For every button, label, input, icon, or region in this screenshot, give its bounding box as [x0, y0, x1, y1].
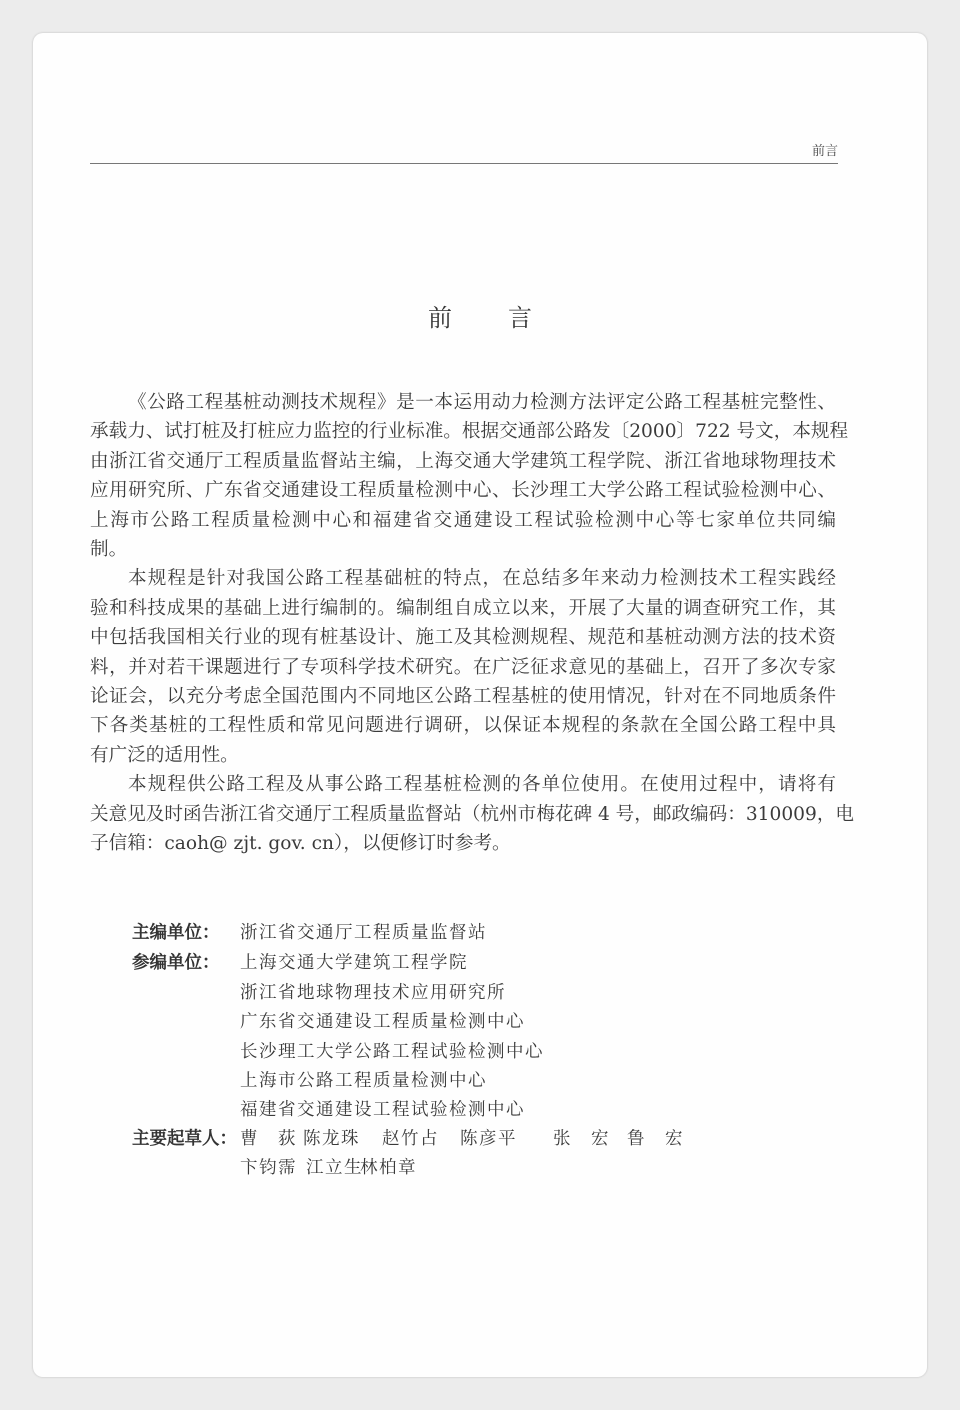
drafters-label: 主要起草人：	[132, 1129, 237, 1149]
paragraph-line: 由浙江省交通厅工程质量监督站主编，上海交通大学建筑工程学院、浙江省地球物理技术	[90, 451, 836, 472]
drafter-name: 陈龙珠	[303, 1129, 360, 1149]
paragraph-line: 制。	[90, 539, 128, 560]
participating-unit: 长沙理工大学公路工程试验检测中心	[240, 1042, 544, 1062]
drafter-name: 张 宏	[553, 1129, 610, 1149]
participating-unit: 上海市公路工程质量检测中心	[240, 1071, 487, 1091]
participating-unit: 上海交通大学建筑工程学院	[240, 953, 468, 973]
paragraph-line: 承载力、试打桩及打桩应力监控的行业标准。根据交通部公路发〔2000〕722 号文，本规程	[90, 421, 849, 442]
paragraph-line: 应用研究所、广东省交通建设工程质量检测中心、长沙理工大学公路工程试验检测中心、	[90, 480, 836, 501]
paragraph-line: 验和科技成果的基础上进行编制的。编制组自成立以来，开展了大量的调查研究工作，其	[90, 598, 836, 619]
paragraph-line: 下各类基桩的工程性质和常见问题进行调研，以保证本规程的条款在全国公路工程中具	[90, 715, 836, 736]
drafter-name: 陈彦平	[460, 1129, 517, 1149]
paragraph-line: 中包括我国相关行业的现有桩基设计、施工及其检测规程、规范和基桩动测方法的技术资	[90, 627, 836, 648]
paragraph-line: 《公路工程基桩动测技术规程》是一本运用动力检测方法评定公路工程基桩完整性、	[128, 392, 836, 413]
paragraph-line: 关意见及时函告浙江省交通厅工程质量监督站（杭州市梅花碑 4 号，邮政编码：310009，电	[90, 804, 855, 825]
paragraph-line: 上海市公路工程质量检测中心和福建省交通建设工程试验检测中心等七家单位共同编	[90, 510, 836, 531]
drafter-name: 卞钧霈	[240, 1158, 297, 1178]
drafter-name: 鲁 宏	[627, 1129, 684, 1149]
paragraph-line: 本规程是针对我国公路工程基础桩的特点，在总结多年来动力检测技术工程实践经	[128, 568, 836, 589]
chief-editor-unit: 浙江省交通厅工程质量监督站	[240, 923, 487, 943]
paragraph-line: 本规程供公路工程及从事公路工程基桩检测的各单位使用。在使用过程中，请将有	[128, 774, 836, 795]
drafter-name: 赵竹占	[382, 1129, 439, 1149]
drafter-name: 曹 荻	[240, 1129, 297, 1149]
header-rule	[90, 163, 838, 164]
paragraph-line: 有广泛的适用性。	[90, 745, 239, 766]
participating-label: 参编单位：	[132, 953, 220, 973]
participating-unit: 福建省交通建设工程试验检测中心	[240, 1100, 525, 1120]
drafter-name: 江立生	[306, 1158, 363, 1178]
drafter-name: 林柏章	[360, 1158, 417, 1178]
participating-unit: 广东省交通建设工程质量检测中心	[240, 1012, 525, 1032]
chief-editor-label: 主编单位：	[132, 923, 220, 943]
paragraph-line: 子信箱：caoh@ zjt. gov. cn），以便修订时参考。	[90, 833, 511, 854]
page-title: 前言	[428, 304, 588, 332]
running-head: 前言	[811, 144, 838, 159]
participating-unit: 浙江省地球物理技术应用研究所	[240, 983, 506, 1003]
paragraph-line: 料，并对若干课题进行了专项科学技术研究。在广泛征求意见的基础上，召开了多次专家	[90, 657, 836, 678]
paragraph-line: 论证会，以充分考虑全国范围内不同地区公路工程基桩的使用情况，针对在不同地质条件	[90, 686, 836, 707]
